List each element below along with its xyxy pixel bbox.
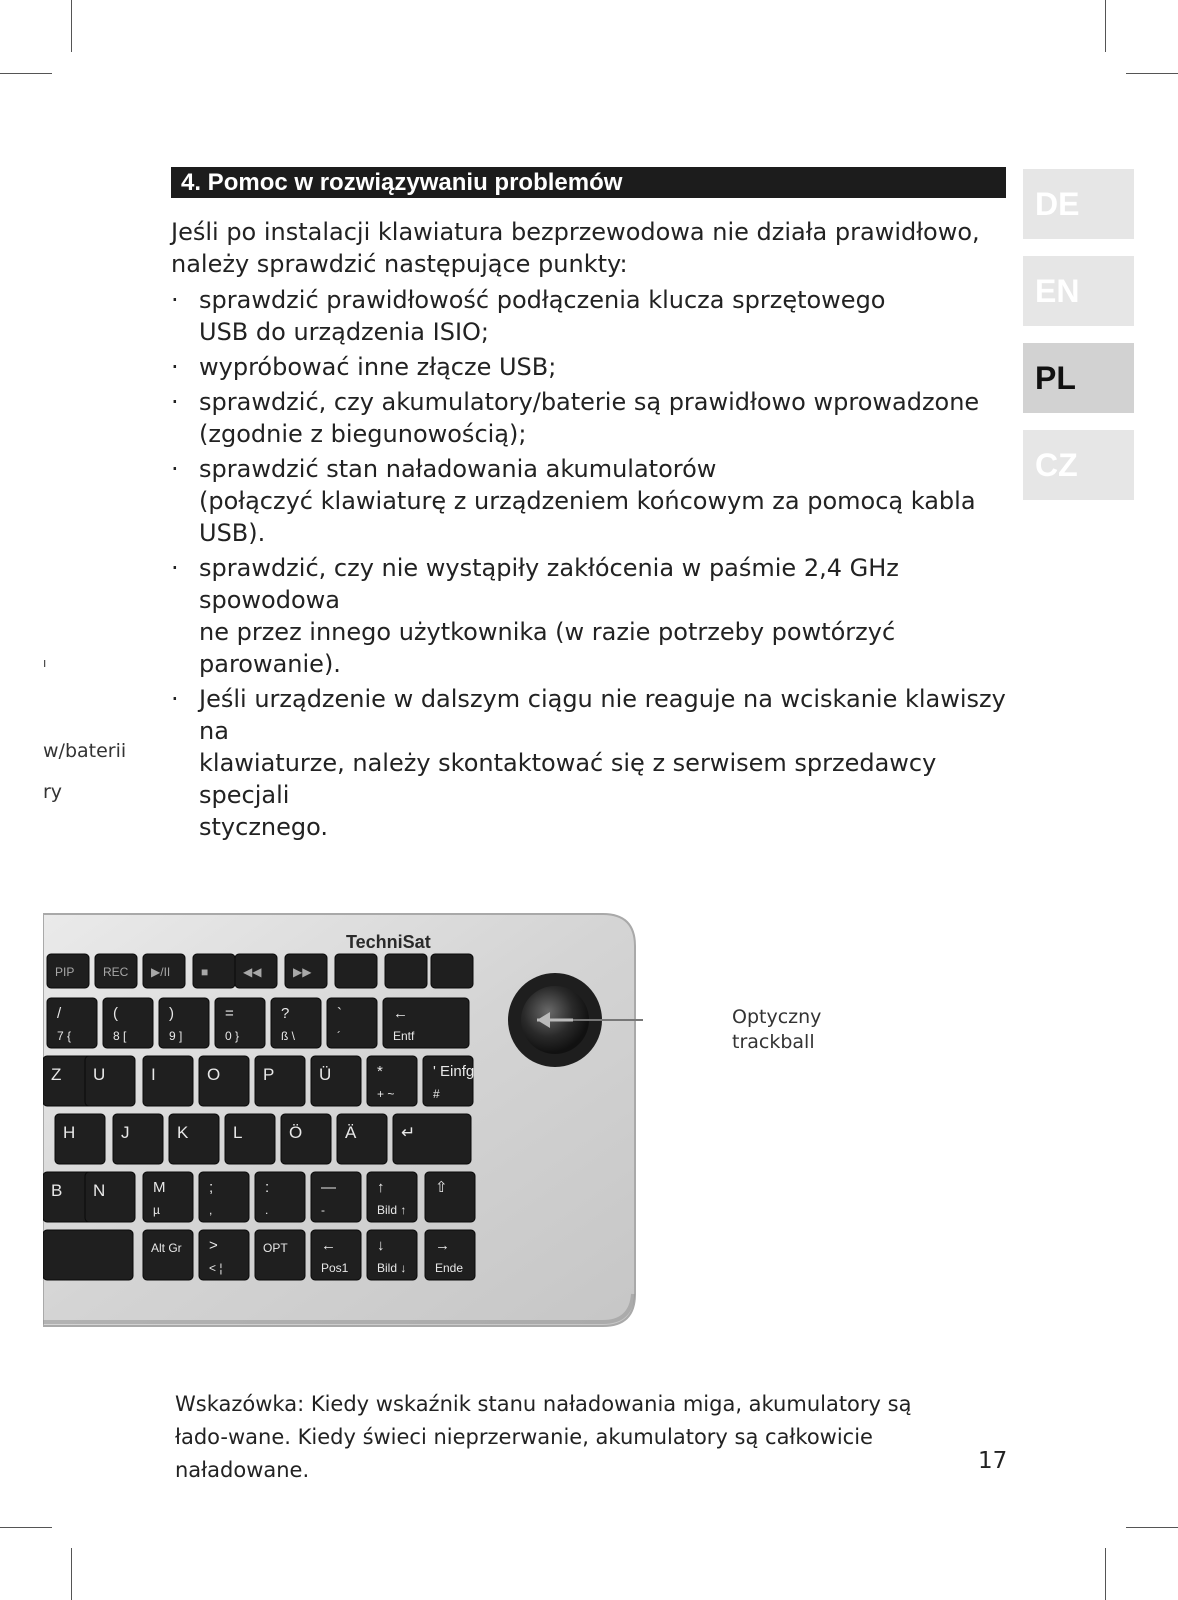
key-label: /: [57, 1005, 62, 1022]
checklist-line: sprawdzić, czy nie wystąpiły zakłócenia w paśmie 2,4 GHz spowodowa: [199, 554, 899, 614]
key-label: =: [225, 1005, 234, 1022]
checklist-line: (połączyć klawiaturę z urządzeniem końcowym za pomocą kabla USB).: [199, 487, 976, 547]
key-label: K: [177, 1123, 189, 1142]
keyboard-key: [199, 1230, 249, 1280]
key-label: I: [151, 1065, 156, 1084]
keyboard-key: [385, 954, 427, 988]
tab-pl[interactable]: PL: [1023, 343, 1134, 413]
crop-mark: [71, 0, 72, 52]
key-label: #: [433, 1087, 440, 1101]
checklist-line: klawiaturze, należy skontaktować się z serwisem sprzedawcy specjali: [199, 749, 937, 809]
key-label: ↵: [401, 1123, 416, 1142]
keyboard-key: [271, 998, 321, 1048]
key-label: µ: [153, 1203, 160, 1217]
page-number: 17: [978, 1448, 1008, 1474]
bullet-dot: ·: [171, 388, 179, 416]
checklist-line: sprawdzić, czy akumulatory/baterie są prawidłowo wprowadzone: [199, 388, 980, 416]
section-title: 4. Pomoc w rozwiązywaniu problemów: [181, 169, 623, 196]
keyboard-key: [255, 1172, 305, 1222]
key-label: `: [337, 1005, 342, 1022]
key-label: ⇧: [435, 1179, 448, 1196]
checklist-line: sprawdzić stan naładowania akumulatorów: [199, 455, 717, 483]
key-label: U: [93, 1065, 106, 1084]
key-label: (: [113, 1005, 118, 1022]
bullet-dot: ·: [171, 685, 179, 713]
charging-note: Wskazówka: Kiedy wskaźnik stanu naładowania miga, akumulatory są łado-wane. Kiedy świeci nieprzerwanie, akumulatory są całkowicie naładowane.: [175, 1392, 912, 1482]
key-label: Ä: [345, 1123, 357, 1142]
keyboard-key: [199, 1172, 249, 1222]
callout-line: trackball: [732, 1031, 815, 1053]
key-label: Ö: [289, 1123, 303, 1142]
key-label: -: [321, 1203, 325, 1217]
checklist-line: sprawdzić prawidłowość podłączenia klucza sprzętowego: [199, 286, 886, 314]
crop-mark: [1105, 0, 1106, 52]
key-label: P: [263, 1065, 275, 1084]
key-label: Ende: [435, 1261, 464, 1275]
checklist-line: wypróbować inne złącze USB;: [199, 353, 557, 381]
checklist-item: [171, 284, 1016, 348]
checklist-line: ne przez innego użytkownika (w razie potrzeby powtórzyć parowanie).: [199, 618, 896, 678]
key-label: B: [51, 1181, 63, 1200]
key-label: Z: [51, 1065, 62, 1084]
key-label: PIP: [55, 965, 75, 979]
checklist-line: Jeśli urządzenie w dalszym ciągu nie reaguje na wciskanie klawiszy na: [199, 685, 1006, 745]
keyboard-key: [143, 1230, 193, 1280]
keyboard-key: [47, 998, 97, 1048]
bullet-dot: ·: [171, 286, 179, 314]
checklist-item: [171, 552, 1016, 680]
key-label: O: [207, 1065, 221, 1084]
key-label: >: [209, 1237, 218, 1254]
key-label: ;: [209, 1179, 214, 1196]
checklist: [171, 284, 1016, 843]
key-label: + ~: [377, 1087, 395, 1101]
margin-fragment: ry: [43, 781, 63, 803]
key-label: Entf: [393, 1029, 415, 1043]
key-label: ◀◀: [243, 965, 262, 979]
keyboard-key: [143, 1172, 193, 1222]
checklist-line: stycznego.: [199, 813, 329, 841]
crop-mark: [71, 1548, 72, 1600]
key-label: ß \: [281, 1029, 295, 1043]
key-label: ?: [281, 1005, 290, 1022]
crop-mark: [1105, 1548, 1106, 1600]
key-label: 8 [: [113, 1029, 127, 1043]
crop-mark: [1126, 1527, 1178, 1528]
key-label: ▶/II: [151, 965, 171, 979]
key-label: :: [265, 1179, 270, 1196]
keyboard-key: [103, 998, 153, 1048]
key-label: 9 ]: [169, 1029, 183, 1043]
key-label: Bild ↓: [377, 1261, 407, 1275]
bullet-dot: ·: [171, 554, 179, 582]
checklist-item: [171, 386, 1016, 450]
trackball-callout: [732, 1005, 821, 1055]
tab-en[interactable]: EN: [1023, 256, 1134, 326]
checklist-line: (zgodnie z biegunowością);: [199, 420, 527, 448]
keyboard-key: [159, 998, 209, 1048]
keyboard-key: [327, 998, 377, 1048]
section-body: [171, 216, 1016, 846]
key-label: H: [63, 1123, 76, 1142]
keyboard-key: [255, 1230, 305, 1280]
keyboard-illustration: [43, 910, 643, 1335]
key-label: —: [321, 1179, 336, 1196]
key-label: ' Einfg: [433, 1063, 475, 1080]
key-label: Bild ↑: [377, 1203, 407, 1217]
checklist-item: [171, 683, 1016, 843]
key-label: ,: [209, 1203, 213, 1217]
keyboard-key: [215, 998, 265, 1048]
key-label: →: [435, 1237, 450, 1254]
key-label: .: [265, 1203, 269, 1217]
key-label: N: [93, 1181, 106, 1200]
key-label: 0 }: [225, 1029, 240, 1043]
key-label: Ü: [319, 1065, 332, 1084]
key-label: ←: [393, 1005, 408, 1022]
tab-de[interactable]: DE: [1023, 169, 1134, 239]
key-label: OPT: [263, 1241, 288, 1255]
key-label: ▶▶: [293, 965, 312, 979]
keyboard-key: [335, 954, 377, 988]
keyboard-key: [431, 954, 473, 988]
key-label: 7 {: [57, 1029, 72, 1043]
checklist-line: USB do urządzenia ISIO;: [199, 318, 490, 346]
brand-logo: TechniSat: [346, 932, 431, 952]
keyboard-key: [311, 1172, 361, 1222]
key-label: J: [121, 1123, 130, 1142]
section-heading-bar: [171, 167, 1006, 198]
margin-fragment: ı: [43, 656, 47, 670]
key-label: ←: [321, 1237, 336, 1254]
crop-mark: [0, 73, 52, 74]
keyboard-key: [425, 1172, 475, 1222]
key-label: < ¦: [209, 1261, 223, 1275]
callout-line: Optyczny: [732, 1006, 822, 1028]
crop-mark: [0, 1527, 52, 1528]
tab-cz[interactable]: CZ: [1023, 430, 1134, 500]
keyboard-key: [193, 954, 235, 988]
key-label: M: [153, 1179, 166, 1196]
key-label: ): [169, 1005, 174, 1022]
key-label: L: [233, 1123, 243, 1142]
checklist-item: [171, 351, 1016, 383]
key-label: ↑: [377, 1179, 385, 1196]
key-label: ´: [337, 1029, 341, 1043]
key-label: Alt Gr: [151, 1241, 182, 1255]
key-label: ↓: [377, 1237, 385, 1254]
key-label: ■: [201, 965, 209, 979]
crop-mark: [1126, 73, 1178, 74]
intro-paragraph: Jeśli po instalacji klawiatura bezprzewodowa nie działa prawidłowo, należy sprawdzić następujące punkty:: [171, 218, 980, 278]
checklist-item: [171, 453, 1016, 549]
bullet-dot: ·: [171, 455, 179, 483]
margin-fragment: w/baterii: [43, 740, 127, 762]
keyboard-key: [43, 1230, 133, 1280]
key-label: Pos1: [321, 1261, 349, 1275]
bullet-dot: ·: [171, 353, 179, 381]
key-label: *: [377, 1063, 383, 1080]
key-label: REC: [103, 965, 129, 979]
